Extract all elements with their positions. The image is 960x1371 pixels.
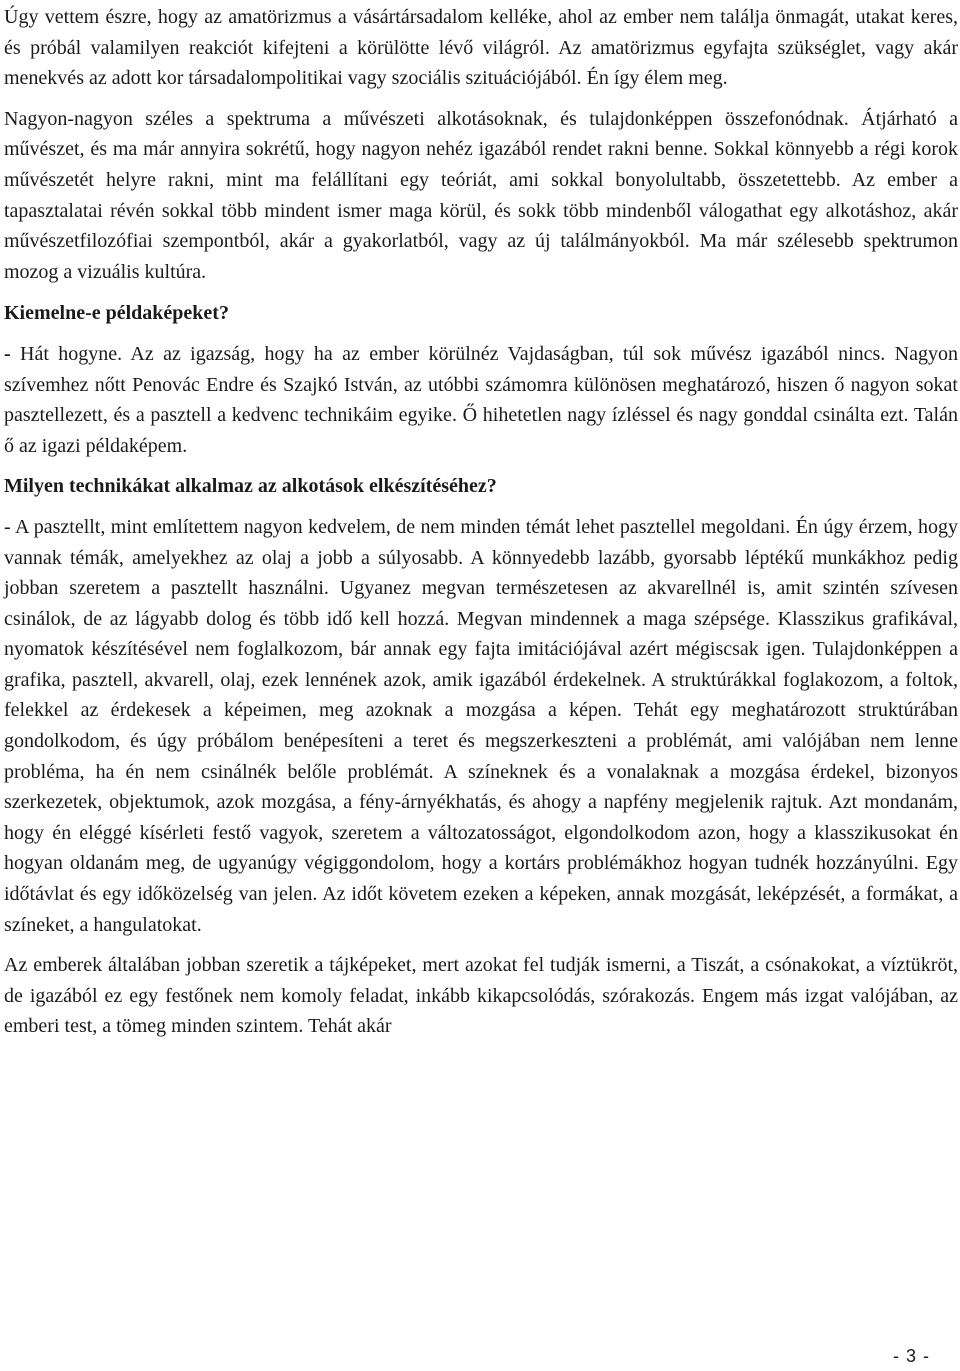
- paragraph-tajkepek: Az emberek általában jobban szeretik a tájképeket, mert azokat fel tudják ismerni, a Tiszát, a csónakokat, a víztükröt, de igazából ez egy festőnek nem komoly feladat, inkább kikapcsolódás, szórakozás. Engem más izgat valójában, az emberi test, a tömeg minden szintem. Tehát akár: [4, 954, 958, 1038]
- document-page: [4, 0, 958, 1042]
- paragraph-spektrum: Nagyon-nagyon széles a spektruma a művészeti alkotásoknak, és tulajdonképpen összefonódnak. Átjárható a művészet, és ma már annyira sokrétű, hogy nagyon nehéz igazából rendet rakni benne. Sokkal könnyebb a régi korok művészetét helyre rakni, mint ma felállítani egy teóriát, ami sokkal bonyolultabb, összetettebb. Az ember a tapasztalatai révén sokkal több mindent ismer maga körül, és sokk több mindenből válogathat egy alkotáshoz, akár művészetfilozófiai szempontból, akár a gyakorlatból, vagy az új találmányokból. Ma már szélesebb spektrumon mozog a vizuális kultúra.: [4, 107, 958, 283]
- question-peldakepek: Kiemelne-e példaképeket?: [4, 302, 229, 325]
- question-technikak: Milyen technikákat alkalmaz az alkotások elkészítéséhez?: [4, 475, 497, 498]
- answer-peldakepek-text: Hát hogyne. Az az igazság, hogy ha az ember körülnéz Vajdaságban, túl sok művész igazából nincs. Nagyon szívemhez nőtt Penovác Endre és Szajkó István, az utóbbi számomra különösen meghatározó, hiszen ő nagyon sokat pasztellezett, és a pasztell a kedvenc technikáim egyike. Ő hihetetlen nagy ízléssel és nagy gonddal csinálta ezt. Talán ő az igazi példaképem.: [4, 342, 958, 457]
- answer-technikak: - A pasztellt, mint említettem nagyon kedvelem, de nem minden témát lehet pasztellel megoldani. Én úgy érzem, hogy vannak témák, amelyekhez az olaj a jobb a súlyosabb. A könnyedebb lazább, gyorsabb léptékű munkákhoz pedig jobban szeretem a pasztellt használni. Ugyanez megvan természetesen az akvarellnél is, amit szintén szívesen csinálok, de az lágyabb dolog és több idő kell hozzá. Megvan mindennek a maga szépsége. Klasszikus grafikával, nyomatok készítésével nem foglalkozom, bár annak egy fajta imitációjával azért mégiscsak igen. Tulajdonképpen a grafika, pasztell, akvarell, olaj, ezek lennének azok, amik igazából érdekelnek. A struktúrákkal foglakozom, a foltok, felekkel az érdekesek a képeimen, meg azoknak a mozgása a képen. Tehát egy meghatározott struktúrában gondolkodom, és úgy próbálom benépesíteni a teret és megszerkeszteni a problémát, ami valójában nem lenne probléma, ha én nem csinálnék belőle problémát. A színeknek és a vonalaknak a mozgása érdekel, bizonyos szerkezetek, objektumok, azok mozgása, a fény-árnyékhatás, és ahogy a napfény megjelenik rajtuk. Azt mondanám, hogy én eléggé kísérleti festő vagyok, szeretem a változatosságot, elgondolkodom azon, hogy a klasszikusokat én hogyan oldanám meg, de ugyanúgy végiggondolom, hogy a kortárs problémákhoz hogyan tudnék hozzányúlni. Egy időtávlat és egy időközelség van jelen. Az időt követem ezeken a képeken, annak mozgását, leképzését, a formákat, a színeket, a hangulatokat.: [4, 515, 958, 936]
- answer-peldakepek: [4, 339, 958, 461]
- paragraph-amatorizmus: Úgy vettem észre, hogy az amatörizmus a vásártársadalom kelléke, ahol az ember nem találja önmagát, utakat keres, és próbál valamilyen reakciót kifejteni a körülötte lévő világról. Az amatörizmus egyfajta szükséglet, vagy akár menekvés az adott kor társadalompolitikai vagy szociális szituációjából. Én így élem meg.: [4, 6, 958, 90]
- page-number: - 3 -: [892, 1346, 930, 1366]
- answer-dash: -: [4, 342, 11, 365]
